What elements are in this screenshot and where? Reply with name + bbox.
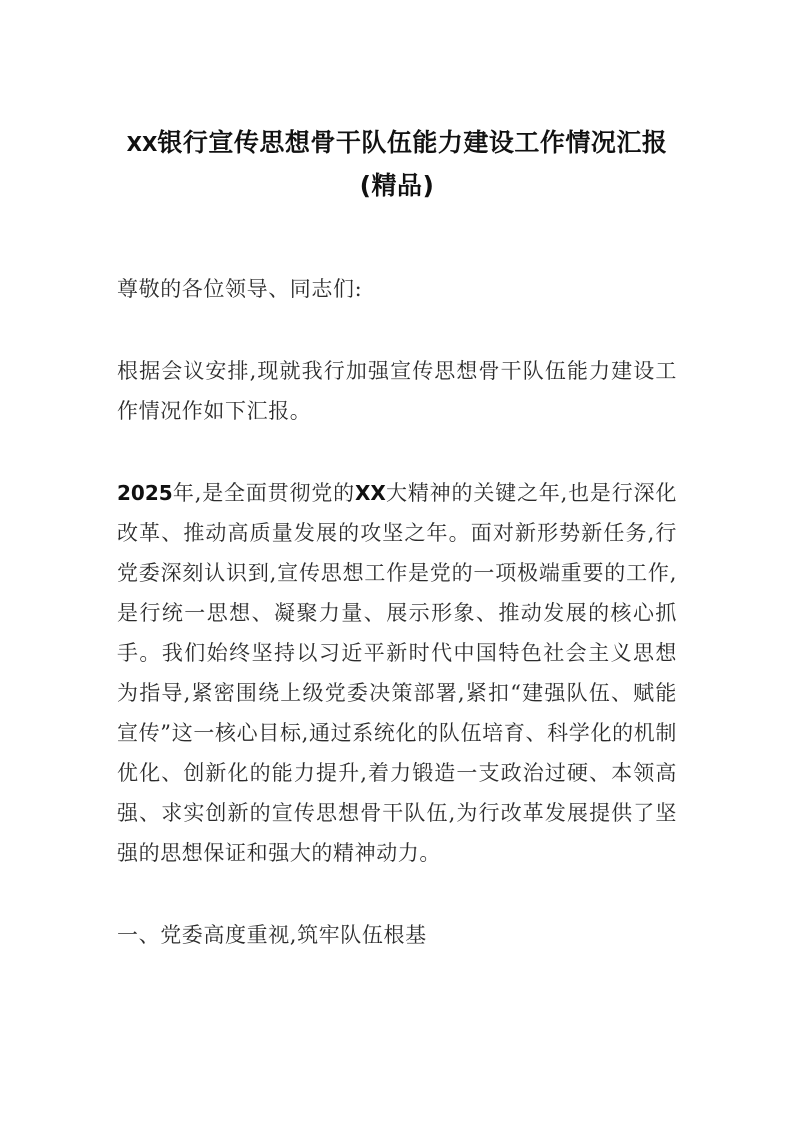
lead-congress-mark: XX [354,481,386,505]
document-title-latin-prefix: XX [126,132,158,156]
salutation: 尊敬的各位领导、同志们: [117,277,363,301]
lead-year: 2025 [117,481,173,505]
document-body [117,0,677,955]
lead-paragraph [117,473,677,873]
section-heading-1: 一、党委高度重视,筑牢队伍根基 [117,923,427,947]
lead-text-part-1: 年,是全面贯彻党的 [172,481,355,505]
intro-paragraph: 根据会议安排,现就我行加强宣传思想骨干队伍能力建设工作情况作如下汇报。 [117,359,677,423]
document-title [117,0,677,207]
lead-text-part-2: 大精神的关键之年,也是行深化改革、推动高质量发展的攻坚之年。面对新形势新任务,行党委深刻认识到,宣传思想工作是党的一项极端重要的工作,是行统一思想、凝聚力量、展示形象、推动发展的核心抓手。我们始终坚持以习近平新时代中国特色社会主义思想为指导,紧密围绕上级党委决策部署,紧扣“建强队伍、赋能宣传”这一核心目标,通过系统化的队伍培育、科学化的机制优化、创新化的能力提升,着力锻造一支政治过硬、本领高强、求实创新的宣传思想骨干队伍,为行改革发展提供了坚强的思想保证和强大的精神动力。 [117,481,677,865]
document-title-text: 银行宣传思想骨干队伍能力建设工作情况汇报(精品) [157,128,668,200]
